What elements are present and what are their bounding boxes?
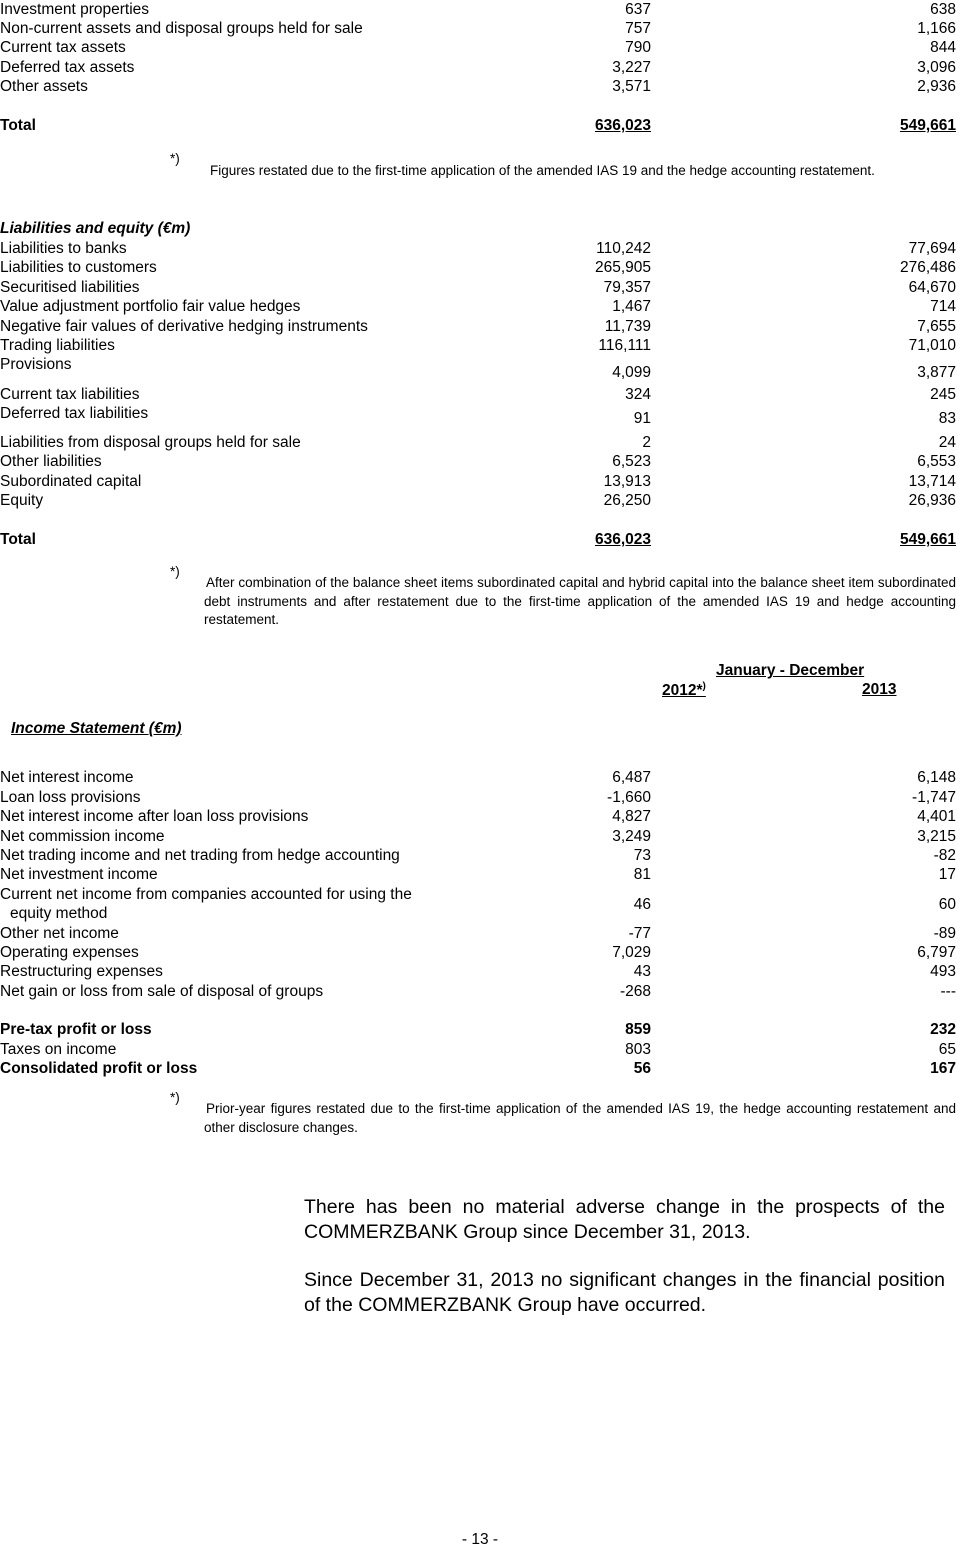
row-label: Trading liabilities <box>0 337 115 354</box>
value-2013: 6,553 <box>917 453 956 470</box>
value-2012: 81 <box>633 866 651 883</box>
row-label: Provisions <box>0 356 72 373</box>
value-2012: 3,571 <box>612 78 651 95</box>
value-2012: 79,357 <box>603 279 651 296</box>
table-row <box>0 491 960 511</box>
footnote-marker: *) <box>170 1090 180 1105</box>
value-2013: --- <box>940 983 956 1000</box>
value-2013: 2,936 <box>917 78 956 95</box>
table-row <box>0 885 960 924</box>
value-2012: -268 <box>619 983 651 1000</box>
row-label: Current net income from companies accounted for using the <box>0 886 412 903</box>
value-2013: 65 <box>938 1041 956 1058</box>
value-2012: 110,242 <box>596 240 651 257</box>
row-label: Other net income <box>0 925 119 942</box>
table-row <box>0 258 960 278</box>
value-2013: 24 <box>938 434 956 451</box>
table-row <box>0 336 960 356</box>
value-2012: 116,111 <box>598 337 651 354</box>
table-row <box>0 924 960 944</box>
value-2012: 3,249 <box>612 828 651 845</box>
value-2012: 803 <box>625 1041 651 1058</box>
row-label: Net investment income <box>0 866 158 883</box>
row-label: Loan loss provisions <box>0 789 141 806</box>
consolidated-row <box>0 1059 960 1079</box>
value-2013: 167 <box>930 1060 956 1077</box>
row-label: Other assets <box>0 78 88 95</box>
value-2013: 638 <box>930 1 956 18</box>
value-2012: 26,250 <box>603 492 651 509</box>
value-2012: 56 <box>633 1060 651 1077</box>
row-label: Liabilities from disposal groups held for sale <box>0 434 301 451</box>
row-label: Securitised liabilities <box>0 279 140 296</box>
pretax-row <box>0 1020 960 1040</box>
value-2013: 6,148 <box>917 769 956 786</box>
value-2013: 245 <box>930 386 956 403</box>
table-row <box>0 0 960 20</box>
value-2013: 714 <box>930 298 956 315</box>
table-row <box>0 1040 960 1060</box>
income-statement-heading: Income Statement (€m) <box>11 720 182 737</box>
table-row <box>0 472 960 492</box>
value-2013: 1,166 <box>917 20 956 37</box>
value-2012: 73 <box>633 847 651 864</box>
table-row <box>0 404 960 427</box>
period-heading: January - December <box>716 662 865 679</box>
row-label: Investment properties <box>0 1 150 18</box>
table-row <box>0 943 960 963</box>
value-2013: 4,401 <box>917 808 956 825</box>
value-2012: 91 <box>633 410 651 427</box>
row-label: Net trading income and net trading from hedge accounting <box>0 847 400 864</box>
value-2012: 757 <box>625 20 651 37</box>
value-2013: 6,797 <box>917 944 956 961</box>
row-label: Non-current assets and disposal groups held for sale <box>0 20 363 37</box>
value-2013: 71,010 <box>908 337 956 354</box>
row-label: Restructuring expenses <box>0 963 163 980</box>
row-label: Current tax assets <box>0 39 126 56</box>
row-label: Operating expenses <box>0 944 139 961</box>
row-label: Consolidated profit or loss <box>0 1060 198 1077</box>
row-label: Value adjustment portfolio fair value hedges <box>0 298 301 315</box>
table-row <box>0 807 960 827</box>
row-label: Subordinated capital <box>0 473 142 490</box>
row-label: Equity <box>0 492 44 509</box>
page-number: - 13 - <box>461 1531 499 1548</box>
value-2013: 493 <box>930 963 956 980</box>
value-2013: 60 <box>938 896 956 913</box>
row-label: Liabilities to banks <box>0 240 127 257</box>
value-2013: 3,877 <box>917 364 956 381</box>
column-2013: 2013 <box>862 681 897 698</box>
value-2012: 6,523 <box>612 453 651 470</box>
row-label: Net commission income <box>0 828 165 845</box>
total-label: Total <box>0 531 36 548</box>
value-2012: 4,827 <box>612 808 651 825</box>
value-2012: 46 <box>633 896 651 913</box>
value-2012: 637 <box>625 1 651 18</box>
row-label: Pre-tax profit or loss <box>0 1021 152 1038</box>
value-2013: 232 <box>930 1021 956 1038</box>
table-row <box>0 278 960 298</box>
table-row <box>0 355 960 381</box>
value-2012: 11,739 <box>604 318 651 335</box>
row-label: Negative fair values of derivative hedging instruments <box>0 318 368 335</box>
footnote-marker: *) <box>170 564 180 579</box>
value-2012: 790 <box>625 39 651 56</box>
total-2013: 549,661 <box>899 531 956 548</box>
total-label: Total <box>0 117 36 134</box>
value-2013: 276,486 <box>899 259 956 276</box>
table-row <box>0 982 960 1002</box>
table-row <box>0 239 960 259</box>
value-2012: 2 <box>642 434 651 451</box>
value-2012: 13,913 <box>603 473 651 490</box>
value-2012: 3,227 <box>612 59 651 76</box>
value-2013: 77,694 <box>908 240 956 257</box>
no-adverse-change-statement: There has been no material adverse change in the prospects of the COMMERZBANK Group since December 31, 2013. <box>304 1196 945 1243</box>
table-row <box>0 846 960 866</box>
income-footnote: Prior-year figures restated due to the first-time application of the amended IAS 19, the hedge accounting restatement and other disclosure changes. <box>204 1101 956 1135</box>
row-label: Net gain or loss from sale of disposal of groups <box>0 983 324 1000</box>
assets-footnote: Figures restated due to the first-time application of the amended IAS 19 and the hedge accounting restatement. <box>210 163 875 178</box>
row-label: Current tax liabilities <box>0 386 140 403</box>
table-row <box>0 19 960 39</box>
table-row <box>0 962 960 982</box>
value-2013: -1,747 <box>912 789 956 806</box>
table-row <box>0 58 960 78</box>
total-2012: 636,023 <box>594 531 651 548</box>
row-label: Taxes on income <box>0 1041 117 1058</box>
value-2012: 6,487 <box>612 769 651 786</box>
row-label: Deferred tax liabilities <box>0 405 149 422</box>
value-2012: 43 <box>633 963 651 980</box>
table-row <box>0 452 960 472</box>
value-2013: 3,215 <box>917 828 956 845</box>
value-2012: -1,660 <box>607 789 651 806</box>
value-2013: -89 <box>933 925 956 942</box>
column-2012-footnote-mark: ) <box>702 681 706 692</box>
table-row <box>0 38 960 58</box>
table-row <box>0 77 960 97</box>
value-2013: 3,096 <box>917 59 956 76</box>
no-significant-change-statement: Since December 31, 2013 no significant changes in the financial position of the COMMERZBANK Group have occurred. <box>304 1269 945 1316</box>
liabilities-footnote: After combination of the balance sheet items subordinated capital and hybrid capital into the balance sheet item subordinated debt instruments and after restatement due to the first-time application of the amended IAS 19 and hedge accounting restatement. <box>204 575 956 627</box>
total-row <box>0 530 960 550</box>
value-2012: 265,905 <box>594 259 651 276</box>
table-row <box>0 433 960 453</box>
row-label: Deferred tax assets <box>0 59 135 76</box>
total-2013: 549,661 <box>899 117 956 134</box>
table-row <box>0 768 960 788</box>
table-row <box>0 788 960 808</box>
total-2012: 636,023 <box>594 117 651 134</box>
table-row <box>0 865 960 885</box>
column-2012 <box>662 681 706 700</box>
footnote-marker: *) <box>170 151 180 166</box>
value-2013: 13,714 <box>908 473 956 490</box>
table-row <box>0 317 960 337</box>
value-2013: 844 <box>930 39 956 56</box>
value-2012: 7,029 <box>612 944 651 961</box>
liabilities-heading: Liabilities and equity (€m) <box>0 220 191 237</box>
value-2013: -82 <box>933 847 956 864</box>
table-row <box>0 827 960 847</box>
row-label: Other liabilities <box>0 453 102 470</box>
row-label: Net interest income <box>0 769 134 786</box>
value-2012: 859 <box>625 1021 651 1038</box>
value-2012: 4,099 <box>612 364 651 381</box>
table-row <box>0 297 960 317</box>
row-label: Liabilities to customers <box>0 259 157 276</box>
value-2013: 17 <box>938 866 956 883</box>
value-2013: 64,670 <box>908 279 956 296</box>
total-row <box>0 116 960 136</box>
value-2012: -77 <box>628 925 651 942</box>
value-2013: 7,655 <box>917 318 956 335</box>
value-2013: 83 <box>938 410 956 427</box>
row-label-continued: equity method <box>10 905 108 922</box>
row-label: Net interest income after loan loss provisions <box>0 808 309 825</box>
value-2012: 1,467 <box>612 298 651 315</box>
value-2012: 324 <box>625 386 651 403</box>
column-2012-label: 2012* <box>662 682 703 700</box>
table-row <box>0 385 960 405</box>
value-2013: 26,936 <box>908 492 956 509</box>
